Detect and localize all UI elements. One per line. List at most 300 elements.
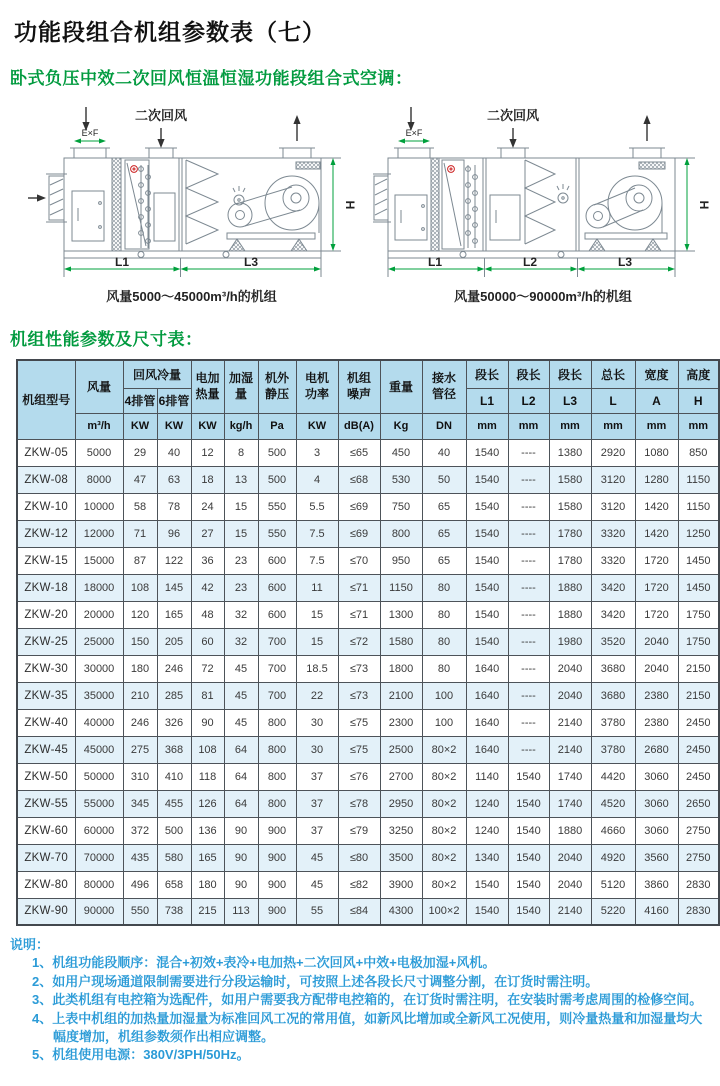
- unit-cell: m³/h: [75, 413, 123, 439]
- units-row: [17, 413, 719, 439]
- value-cell: 2450: [678, 709, 719, 736]
- value-cell: 1420: [635, 493, 678, 520]
- value-cell: 1300: [380, 601, 422, 628]
- notes-section: [10, 936, 712, 1065]
- value-cell: 3500: [380, 844, 422, 871]
- value-cell: ≤69: [338, 493, 380, 520]
- table-row: [17, 601, 719, 628]
- value-cell: 10000: [75, 493, 123, 520]
- model-cell: ZKW-35: [17, 682, 75, 709]
- value-cell: 1540: [466, 520, 508, 547]
- value-cell: 32: [224, 601, 258, 628]
- value-cell: 145: [157, 574, 191, 601]
- value-cell: 5120: [591, 871, 635, 898]
- value-cell: 500: [258, 439, 296, 466]
- value-cell: 1580: [380, 628, 422, 655]
- value-cell: 500: [258, 466, 296, 493]
- table-row: [17, 898, 719, 925]
- value-cell: ≤75: [338, 709, 380, 736]
- value-cell: 3320: [591, 547, 635, 574]
- col-header-weight: 重量: [380, 360, 422, 413]
- value-cell: 3520: [591, 628, 635, 655]
- value-cell: 5000: [75, 439, 123, 466]
- value-cell: ≤71: [338, 574, 380, 601]
- value-cell: 45: [296, 844, 338, 871]
- dim-h-label: H: [697, 200, 711, 210]
- value-cell: ----: [508, 439, 549, 466]
- col-header-seg3: 段长: [549, 360, 591, 388]
- value-cell: ≤69: [338, 520, 380, 547]
- value-cell: 55: [296, 898, 338, 925]
- value-cell: 2040: [635, 628, 678, 655]
- value-cell: 64: [224, 790, 258, 817]
- value-cell: 800: [380, 520, 422, 547]
- value-cell: 3680: [591, 655, 635, 682]
- table-row: [17, 574, 719, 601]
- value-cell: 80×2: [422, 871, 466, 898]
- value-cell: 80×2: [422, 763, 466, 790]
- value-cell: 600: [258, 601, 296, 628]
- value-cell: 118: [191, 763, 224, 790]
- value-cell: ----: [508, 601, 549, 628]
- value-cell: 5.5: [296, 493, 338, 520]
- col-header-seg1: 段长: [466, 360, 508, 388]
- value-cell: 3060: [635, 763, 678, 790]
- value-cell: 215: [191, 898, 224, 925]
- table-section-title: 机组性能参数及尺寸表：: [10, 330, 203, 349]
- value-cell: 1140: [466, 763, 508, 790]
- value-cell: ≤75: [338, 736, 380, 763]
- value-cell: ≤79: [338, 817, 380, 844]
- value-cell: 530: [380, 466, 422, 493]
- value-cell: 1540: [508, 763, 549, 790]
- value-cell: 4920: [591, 844, 635, 871]
- value-cell: ----: [508, 655, 549, 682]
- value-cell: 1540: [508, 898, 549, 925]
- value-cell: 37: [296, 763, 338, 790]
- unit-cell: KW: [191, 413, 224, 439]
- value-cell: 35000: [75, 682, 123, 709]
- value-cell: 87: [123, 547, 157, 574]
- value-cell: 1980: [549, 628, 591, 655]
- model-cell: ZKW-90: [17, 898, 75, 925]
- value-cell: 4: [296, 466, 338, 493]
- value-cell: 80×2: [422, 790, 466, 817]
- value-cell: 22: [296, 682, 338, 709]
- value-cell: 550: [258, 493, 296, 520]
- value-cell: 42: [191, 574, 224, 601]
- value-cell: 90: [224, 871, 258, 898]
- value-cell: 113: [224, 898, 258, 925]
- value-cell: ≤76: [338, 763, 380, 790]
- value-cell: 1640: [466, 709, 508, 736]
- value-cell: 750: [380, 493, 422, 520]
- model-cell: ZKW-55: [17, 790, 75, 817]
- value-cell: 2750: [678, 817, 719, 844]
- model-cell: ZKW-50: [17, 763, 75, 790]
- table-row: [17, 466, 719, 493]
- value-cell: 4420: [591, 763, 635, 790]
- value-cell: ----: [508, 628, 549, 655]
- table-row: [17, 709, 719, 736]
- value-cell: 37: [296, 790, 338, 817]
- value-cell: ≤73: [338, 682, 380, 709]
- table-row: [17, 763, 719, 790]
- value-cell: 285: [157, 682, 191, 709]
- unit-cell: mm: [635, 413, 678, 439]
- table-row: [17, 682, 719, 709]
- value-cell: 32: [224, 628, 258, 655]
- note-item: 3、此类机组有电控箱为选配件，如用户需要我方配带电控箱的，在订货时需注明，在安装时需考虑周围的检修空间。: [32, 992, 703, 1008]
- value-cell: 2830: [678, 898, 719, 925]
- unit-cell: KW: [157, 413, 191, 439]
- value-cell: 1880: [549, 574, 591, 601]
- value-cell: 1250: [678, 520, 719, 547]
- value-cell: 2950: [380, 790, 422, 817]
- value-cell: 150: [123, 628, 157, 655]
- value-cell: 1640: [466, 736, 508, 763]
- value-cell: ----: [508, 520, 549, 547]
- value-cell: 4660: [591, 817, 635, 844]
- value-cell: 210: [123, 682, 157, 709]
- value-cell: 40000: [75, 709, 123, 736]
- note-item: 2、如用户现场通道限制需要进行分段运输时，可按照上述各段长尺寸调整分割，在订货时需注明。: [32, 973, 599, 989]
- value-cell: 11: [296, 574, 338, 601]
- value-cell: 1720: [635, 547, 678, 574]
- value-cell: 2450: [678, 736, 719, 763]
- value-cell: 1540: [466, 601, 508, 628]
- exf-label: E×F: [81, 128, 99, 138]
- model-cell: ZKW-70: [17, 844, 75, 871]
- col-header-humidify: 加湿量: [224, 360, 258, 413]
- value-cell: 600: [258, 547, 296, 574]
- value-cell: 1720: [635, 574, 678, 601]
- value-cell: 455: [157, 790, 191, 817]
- value-cell: 1580: [549, 466, 591, 493]
- value-cell: 80×2: [422, 844, 466, 871]
- table-row: [17, 871, 719, 898]
- value-cell: 326: [157, 709, 191, 736]
- unit-cell: mm: [466, 413, 508, 439]
- value-cell: 3060: [635, 817, 678, 844]
- value-cell: 2380: [635, 682, 678, 709]
- page-title: 功能段组合机组参数表（七）: [14, 19, 326, 45]
- value-cell: ≤65: [338, 439, 380, 466]
- exf-label: E×F: [405, 128, 423, 138]
- model-cell: ZKW-60: [17, 817, 75, 844]
- value-cell: 800: [258, 736, 296, 763]
- value-cell: 80000: [75, 871, 123, 898]
- value-cell: 3120: [591, 466, 635, 493]
- value-cell: 738: [157, 898, 191, 925]
- value-cell: 5220: [591, 898, 635, 925]
- unit-drawing-large: [373, 103, 713, 281]
- value-cell: 4160: [635, 898, 678, 925]
- value-cell: 2380: [635, 709, 678, 736]
- value-cell: 80: [422, 574, 466, 601]
- value-cell: 1540: [466, 898, 508, 925]
- value-cell: 1540: [508, 871, 549, 898]
- value-cell: 23: [224, 574, 258, 601]
- value-cell: 7.5: [296, 547, 338, 574]
- value-cell: 45: [296, 871, 338, 898]
- secondary-return-label: 二次回风: [134, 108, 188, 123]
- value-cell: 580: [157, 844, 191, 871]
- value-cell: 8000: [75, 466, 123, 493]
- value-cell: 1740: [549, 763, 591, 790]
- value-cell: 275: [123, 736, 157, 763]
- value-cell: 2040: [549, 682, 591, 709]
- unit-cell: mm: [591, 413, 635, 439]
- value-cell: 29: [123, 439, 157, 466]
- note-item: 4、上表中机组的加热量加湿量为标准回风工况的常用值，如新风比增加或全新风工况使用，则冷量热量和加湿量均大幅度增加，机组参数须作出相应调整。: [32, 1010, 703, 1044]
- col-header-l: L: [591, 388, 635, 413]
- value-cell: 126: [191, 790, 224, 817]
- value-cell: 108: [123, 574, 157, 601]
- value-cell: 1540: [466, 871, 508, 898]
- value-cell: 900: [258, 844, 296, 871]
- unit-cell: dB(A): [338, 413, 380, 439]
- value-cell: 1540: [508, 844, 549, 871]
- value-cell: 65: [422, 520, 466, 547]
- col-header-ext-static: 机外静压: [258, 360, 296, 413]
- value-cell: 72: [191, 655, 224, 682]
- value-cell: 1750: [678, 601, 719, 628]
- model-cell: ZKW-30: [17, 655, 75, 682]
- value-cell: 180: [123, 655, 157, 682]
- col-header-drain-pipe: 接水管径: [422, 360, 466, 413]
- value-cell: ----: [508, 466, 549, 493]
- value-cell: 45: [224, 655, 258, 682]
- value-cell: 180: [191, 871, 224, 898]
- value-cell: 15: [296, 601, 338, 628]
- value-cell: 800: [258, 709, 296, 736]
- value-cell: 246: [157, 655, 191, 682]
- value-cell: 800: [258, 763, 296, 790]
- value-cell: 2300: [380, 709, 422, 736]
- value-cell: 122: [157, 547, 191, 574]
- value-cell: 2040: [549, 871, 591, 898]
- unit-cell: KW: [123, 413, 157, 439]
- diagram-caption-small: 风量5000～45000m³/h的机组: [106, 289, 277, 304]
- value-cell: 1450: [678, 547, 719, 574]
- value-cell: 55000: [75, 790, 123, 817]
- value-cell: 3860: [635, 871, 678, 898]
- value-cell: 1640: [466, 682, 508, 709]
- value-cell: 368: [157, 736, 191, 763]
- value-cell: 1720: [635, 601, 678, 628]
- value-cell: 1740: [549, 790, 591, 817]
- value-cell: 850: [678, 439, 719, 466]
- value-cell: 2750: [678, 844, 719, 871]
- model-cell: ZKW-18: [17, 574, 75, 601]
- unit-cell: mm: [549, 413, 591, 439]
- value-cell: 1150: [380, 574, 422, 601]
- value-cell: 90: [224, 844, 258, 871]
- table-row: [17, 655, 719, 682]
- value-cell: 205: [157, 628, 191, 655]
- value-cell: 3420: [591, 601, 635, 628]
- col-header-l2: L2: [508, 388, 549, 413]
- value-cell: ----: [508, 709, 549, 736]
- value-cell: ≤70: [338, 547, 380, 574]
- table-row: [17, 736, 719, 763]
- value-cell: 4300: [380, 898, 422, 925]
- unit-cell: Kg: [380, 413, 422, 439]
- value-cell: ≤68: [338, 466, 380, 493]
- value-cell: 40: [157, 439, 191, 466]
- value-cell: 100: [422, 709, 466, 736]
- value-cell: ≤80: [338, 844, 380, 871]
- value-cell: 450: [380, 439, 422, 466]
- model-cell: ZKW-05: [17, 439, 75, 466]
- value-cell: 2650: [678, 790, 719, 817]
- value-cell: 12000: [75, 520, 123, 547]
- value-cell: 410: [157, 763, 191, 790]
- value-cell: 64: [224, 736, 258, 763]
- value-cell: 550: [123, 898, 157, 925]
- value-cell: 80: [422, 601, 466, 628]
- model-cell: ZKW-40: [17, 709, 75, 736]
- note-item: 1、机组功能段顺序：混合+初效+表冷+电加热+二次回风+中效+电极加湿+风机。: [32, 955, 496, 971]
- value-cell: 37: [296, 817, 338, 844]
- diagram-small-unit: [24, 103, 359, 305]
- secondary-return-label: 二次回风: [486, 108, 540, 123]
- value-cell: 2040: [635, 655, 678, 682]
- value-cell: 3560: [635, 844, 678, 871]
- value-cell: 1540: [466, 547, 508, 574]
- value-cell: 1240: [466, 817, 508, 844]
- col-header-4row: 4排管: [123, 388, 157, 413]
- value-cell: 80×2: [422, 736, 466, 763]
- value-cell: 80×2: [422, 817, 466, 844]
- model-cell: ZKW-45: [17, 736, 75, 763]
- value-cell: 80: [422, 628, 466, 655]
- value-cell: 60000: [75, 817, 123, 844]
- value-cell: 36: [191, 547, 224, 574]
- value-cell: 90: [224, 817, 258, 844]
- value-cell: 3420: [591, 574, 635, 601]
- value-cell: 24: [191, 493, 224, 520]
- value-cell: 30: [296, 709, 338, 736]
- value-cell: 15: [224, 520, 258, 547]
- value-cell: 1780: [549, 547, 591, 574]
- value-cell: 30000: [75, 655, 123, 682]
- table-row: [17, 520, 719, 547]
- value-cell: 100: [422, 682, 466, 709]
- value-cell: 136: [191, 817, 224, 844]
- model-cell: ZKW-15: [17, 547, 75, 574]
- table-row: [17, 844, 719, 871]
- col-header-height: 高度: [678, 360, 719, 388]
- value-cell: 2140: [549, 736, 591, 763]
- value-cell: 71: [123, 520, 157, 547]
- value-cell: 900: [258, 817, 296, 844]
- value-cell: 70000: [75, 844, 123, 871]
- value-cell: 1420: [635, 520, 678, 547]
- value-cell: 2040: [549, 655, 591, 682]
- value-cell: 63: [157, 466, 191, 493]
- table-row: [17, 817, 719, 844]
- notes-title: 说明：: [10, 937, 50, 952]
- value-cell: 20000: [75, 601, 123, 628]
- value-cell: 2680: [635, 736, 678, 763]
- value-cell: 81: [191, 682, 224, 709]
- value-cell: 310: [123, 763, 157, 790]
- value-cell: 2920: [591, 439, 635, 466]
- value-cell: 600: [258, 574, 296, 601]
- value-cell: ≤71: [338, 601, 380, 628]
- value-cell: 900: [258, 871, 296, 898]
- value-cell: 96: [157, 520, 191, 547]
- diagram-caption-large: 风量50000～90000m³/h的机组: [454, 289, 632, 304]
- value-cell: 372: [123, 817, 157, 844]
- value-cell: 100×2: [422, 898, 466, 925]
- value-cell: 496: [123, 871, 157, 898]
- value-cell: 2100: [380, 682, 422, 709]
- value-cell: 2150: [678, 682, 719, 709]
- value-cell: 50000: [75, 763, 123, 790]
- value-cell: ----: [508, 547, 549, 574]
- model-cell: ZKW-20: [17, 601, 75, 628]
- value-cell: 4520: [591, 790, 635, 817]
- value-cell: 500: [157, 817, 191, 844]
- col-header-noise: 机组噪声: [338, 360, 380, 413]
- table-body: [17, 439, 719, 925]
- value-cell: 40: [422, 439, 466, 466]
- value-cell: 2450: [678, 763, 719, 790]
- unit-drawing-small: [24, 103, 359, 281]
- value-cell: 27: [191, 520, 224, 547]
- value-cell: 12: [191, 439, 224, 466]
- value-cell: 8: [224, 439, 258, 466]
- value-cell: 1540: [466, 574, 508, 601]
- value-cell: 18000: [75, 574, 123, 601]
- value-cell: 3: [296, 439, 338, 466]
- value-cell: 108: [191, 736, 224, 763]
- value-cell: 80: [422, 655, 466, 682]
- value-cell: 65: [422, 493, 466, 520]
- diagrams-row: [0, 103, 720, 305]
- value-cell: 165: [157, 601, 191, 628]
- col-header-return-cooling: 回风冷量: [123, 360, 191, 388]
- value-cell: ----: [508, 736, 549, 763]
- col-header-seg2: 段长: [508, 360, 549, 388]
- value-cell: 1340: [466, 844, 508, 871]
- value-cell: 550: [258, 520, 296, 547]
- value-cell: 7.5: [296, 520, 338, 547]
- value-cell: 30: [296, 736, 338, 763]
- value-cell: 1580: [549, 493, 591, 520]
- value-cell: ≤84: [338, 898, 380, 925]
- value-cell: 45: [224, 682, 258, 709]
- model-cell: ZKW-12: [17, 520, 75, 547]
- col-header-elec-heating: 电加热量: [191, 360, 224, 413]
- dim-l1-label: L1: [114, 255, 130, 269]
- value-cell: 2700: [380, 763, 422, 790]
- value-cell: 18.5: [296, 655, 338, 682]
- col-header-l1: L1: [466, 388, 508, 413]
- value-cell: ≤82: [338, 871, 380, 898]
- value-cell: 700: [258, 655, 296, 682]
- value-cell: 2500: [380, 736, 422, 763]
- parameter-table: [16, 359, 720, 926]
- value-cell: ≤73: [338, 655, 380, 682]
- unit-cell: Pa: [258, 413, 296, 439]
- value-cell: 2140: [549, 898, 591, 925]
- col-header-total-len: 总长: [591, 360, 635, 388]
- value-cell: 1150: [678, 493, 719, 520]
